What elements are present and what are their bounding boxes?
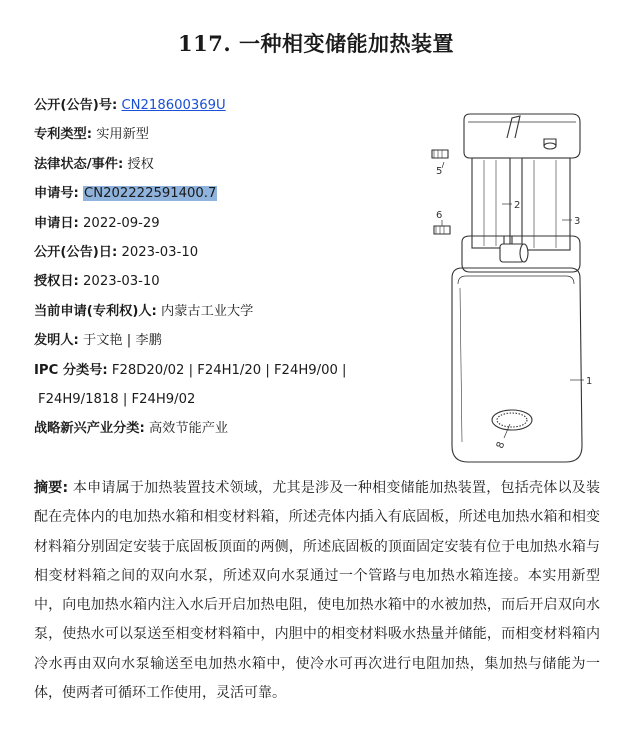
field-label: IPC 分类号: xyxy=(34,362,108,378)
patent-fields xyxy=(34,96,394,449)
field-inventor xyxy=(34,331,394,360)
shell-shape xyxy=(452,268,582,462)
field-pub-no xyxy=(34,96,394,125)
field-value: F28D20/02 | F24H1/20 | F24H9/00 | xyxy=(111,362,347,378)
field-value: 2022-09-29 xyxy=(83,215,160,231)
bolt-5-shape xyxy=(432,150,448,158)
bolt-5-thread xyxy=(434,150,442,158)
field-app-no xyxy=(34,184,394,213)
field-patent-type xyxy=(34,125,394,154)
label-1: 1 xyxy=(586,376,593,387)
document-title: 117. 一种相变储能加热装置 xyxy=(178,31,454,56)
field-value: 于文艳 | 李鹏 xyxy=(83,333,162,349)
tank-left-lines xyxy=(484,160,496,246)
field-label: 公开(公告)日: xyxy=(34,244,118,260)
field-label: 发明人: xyxy=(34,333,79,349)
handle-shape xyxy=(507,116,520,138)
tank-right-lines xyxy=(534,160,556,248)
pump-end xyxy=(520,244,528,262)
patent-drawing xyxy=(412,108,608,470)
shell-rim-inner xyxy=(458,276,574,284)
field-applicant xyxy=(34,302,394,331)
field-label: 授权日: xyxy=(34,274,79,290)
field-industry xyxy=(34,419,394,448)
grill-mesh xyxy=(497,413,527,427)
label-2: 2 xyxy=(514,200,521,211)
top-cap-shape xyxy=(464,114,580,158)
field-legal-status xyxy=(34,155,394,184)
field-value: 实用新型 xyxy=(96,127,149,143)
shell-side-line xyxy=(460,288,462,442)
field-label: 专利类型: xyxy=(34,127,93,143)
label-3: 3 xyxy=(574,216,581,227)
field-ipc xyxy=(34,361,394,390)
label-5: 5 xyxy=(436,166,443,177)
field-value: 2023-03-10 xyxy=(121,244,199,260)
label-6: 6 xyxy=(436,210,443,221)
field-label: 战略新兴产业分类: xyxy=(34,421,145,437)
cap-knob xyxy=(544,143,556,149)
field-value: 授权 xyxy=(127,156,154,172)
field-label: 申请号: xyxy=(34,186,79,202)
field-app-date xyxy=(34,214,394,243)
field-value: F24H9/1818 | F24H9/02 xyxy=(38,391,196,407)
field-grant-date xyxy=(34,272,394,301)
field-value: 内蒙古工业大学 xyxy=(161,303,254,319)
field-value: 2023-03-10 xyxy=(83,274,160,290)
bolt-6-thread xyxy=(436,226,444,234)
field-pub-date xyxy=(34,243,394,272)
abstract xyxy=(34,474,600,708)
pub-no-link[interactable]: CN218600369U xyxy=(121,98,226,113)
app-no-selected-text[interactable]: CN202222591400.7 xyxy=(84,186,217,202)
pump-pipe xyxy=(504,236,512,244)
tank-left xyxy=(472,158,510,248)
abstract-text: 本申请属于加热装置技术领域，尤其是涉及一种相变储能加热装置，包括壳体以及装配在壳体内的电加热水箱和相变材料箱，所述壳体内插入有底固板，所述电加热水箱和相变材料箱分别固定安装于底固板顶面的两侧，所述底固板的顶面固定安装有位于电加热水箱与相变材料箱之间的双向水泵，所述双向水泵通过一个管路与电加热水箱连接。本实用新型中，向电加热水箱内注入水后开启加热电阻，使电加热水箱中的水被加热，而后开启双向水泵，使热水可以泵送至相变材料箱中，内胆中的相变材料吸水热量并储能，而相变材料箱内冷水再由双向水泵输送至电加热水箱中，使冷水可再次进行电阻加热，集加热与储能为一体，使两者可循环工作使用，灵活可靠。 xyxy=(34,480,600,702)
field-label: 申请日: xyxy=(34,215,79,231)
field-label: 公开(公告)号: xyxy=(34,98,118,113)
grill-outer xyxy=(492,410,532,430)
field-label: 法律状态/事件: xyxy=(34,156,124,172)
field-ipc-continued xyxy=(34,390,394,419)
bolt-6-shape xyxy=(434,226,450,234)
abstract-label: 摘要: xyxy=(34,480,69,496)
field-value: 高效节能产业 xyxy=(148,421,229,437)
label-8: 8 xyxy=(494,440,508,451)
field-label: 当前申请(专利权)人: xyxy=(34,303,157,319)
